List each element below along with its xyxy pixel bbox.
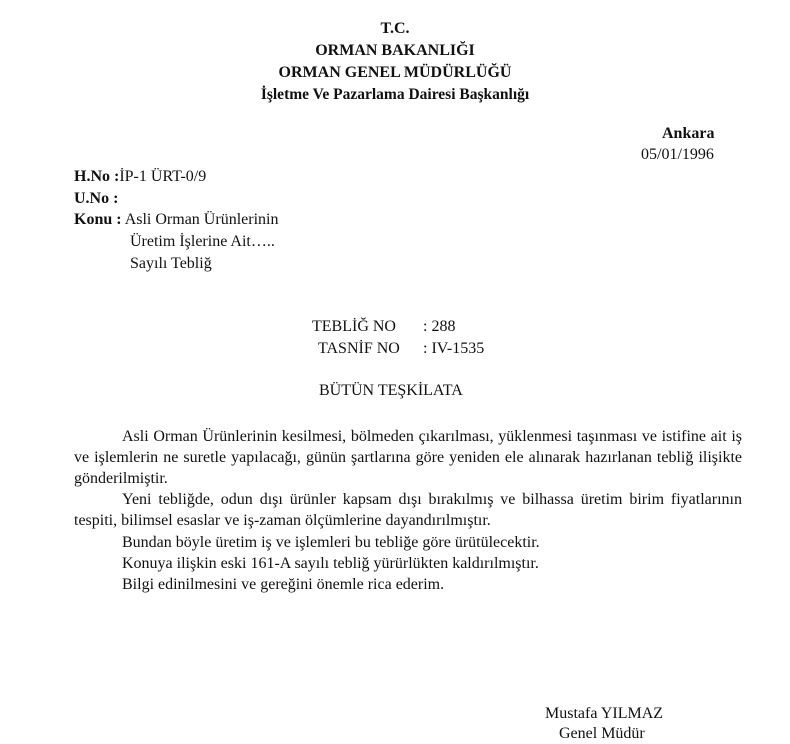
signatory-name: Mustafa YILMAZ (545, 705, 664, 722)
konu-line-3: Sayılı Tebliğ (130, 255, 212, 272)
header-line-ministry: ORMAN BAKANLIĞI (315, 42, 475, 59)
hno-label: H.No : (74, 168, 120, 185)
date: 05/01/1996 (641, 146, 714, 163)
teblig-no-label: TEBLİĞ NO (312, 318, 396, 335)
body-line-3: Bundan böyle üretim iş ve işlemleri bu tebliğe göre ürütülecektir. (122, 534, 540, 551)
hno-value: İP-1 ÜRT-0/9 (119, 168, 207, 185)
header-line-department: İşletme Ve Pazarlama Dairesi Başkanlığı (260, 86, 530, 103)
place: Ankara (662, 125, 715, 142)
addressee: BÜTÜN TEŞKİLATA (319, 382, 463, 399)
konu-row (74, 211, 278, 229)
konu-line-2: Üretim İşlerine Ait….. (130, 233, 275, 250)
header-line-tc: T.C. (380, 20, 410, 37)
letterhead (0, 18, 790, 106)
signatory-title: Genel Müdür (559, 725, 645, 742)
body-paragraph-1: Asli Orman Ürünlerinin kesilmesi, bölmeden çıkarılması, yüklenmesi taşınması ve istifine ait iş ve işlemlerin ne suretle yapılacağı, günün şartlarına göre yeniden ele alınarak hazırlanan tebliğ ilişikte gönderilmiştir. (74, 428, 742, 487)
konu-line-1: Asli Orman Ürünlerinin (124, 211, 279, 228)
teblig-no-value: : 288 (423, 318, 456, 335)
body-paragraph-2: Yeni tebliğde, odun dışı ürünler kapsam dışı bırakılmış ve bilhassa üretim birim fiyatlarının tespiti, bilimsel esaslar ve iş-zaman ölçümlerine dayandırılmıştır. (74, 491, 742, 529)
header-line-directorate: ORMAN GENEL MÜDÜRLÜĞÜ (278, 64, 512, 81)
uno-label: U.No : (74, 190, 119, 207)
tasnif-no-value: : IV-1535 (423, 340, 485, 357)
body-line-5: Bilgi edinilmesini ve gereğini önemle rica ederim. (122, 576, 445, 593)
konu-label: Konu : (74, 211, 122, 228)
tasnif-no-label: TASNİF NO (318, 340, 400, 357)
body-line-4: Konuya ilişkin eski 161-A sayılı tebliğ yürürlükten kaldırılmıştır. (122, 555, 539, 572)
hno-row (74, 168, 206, 186)
